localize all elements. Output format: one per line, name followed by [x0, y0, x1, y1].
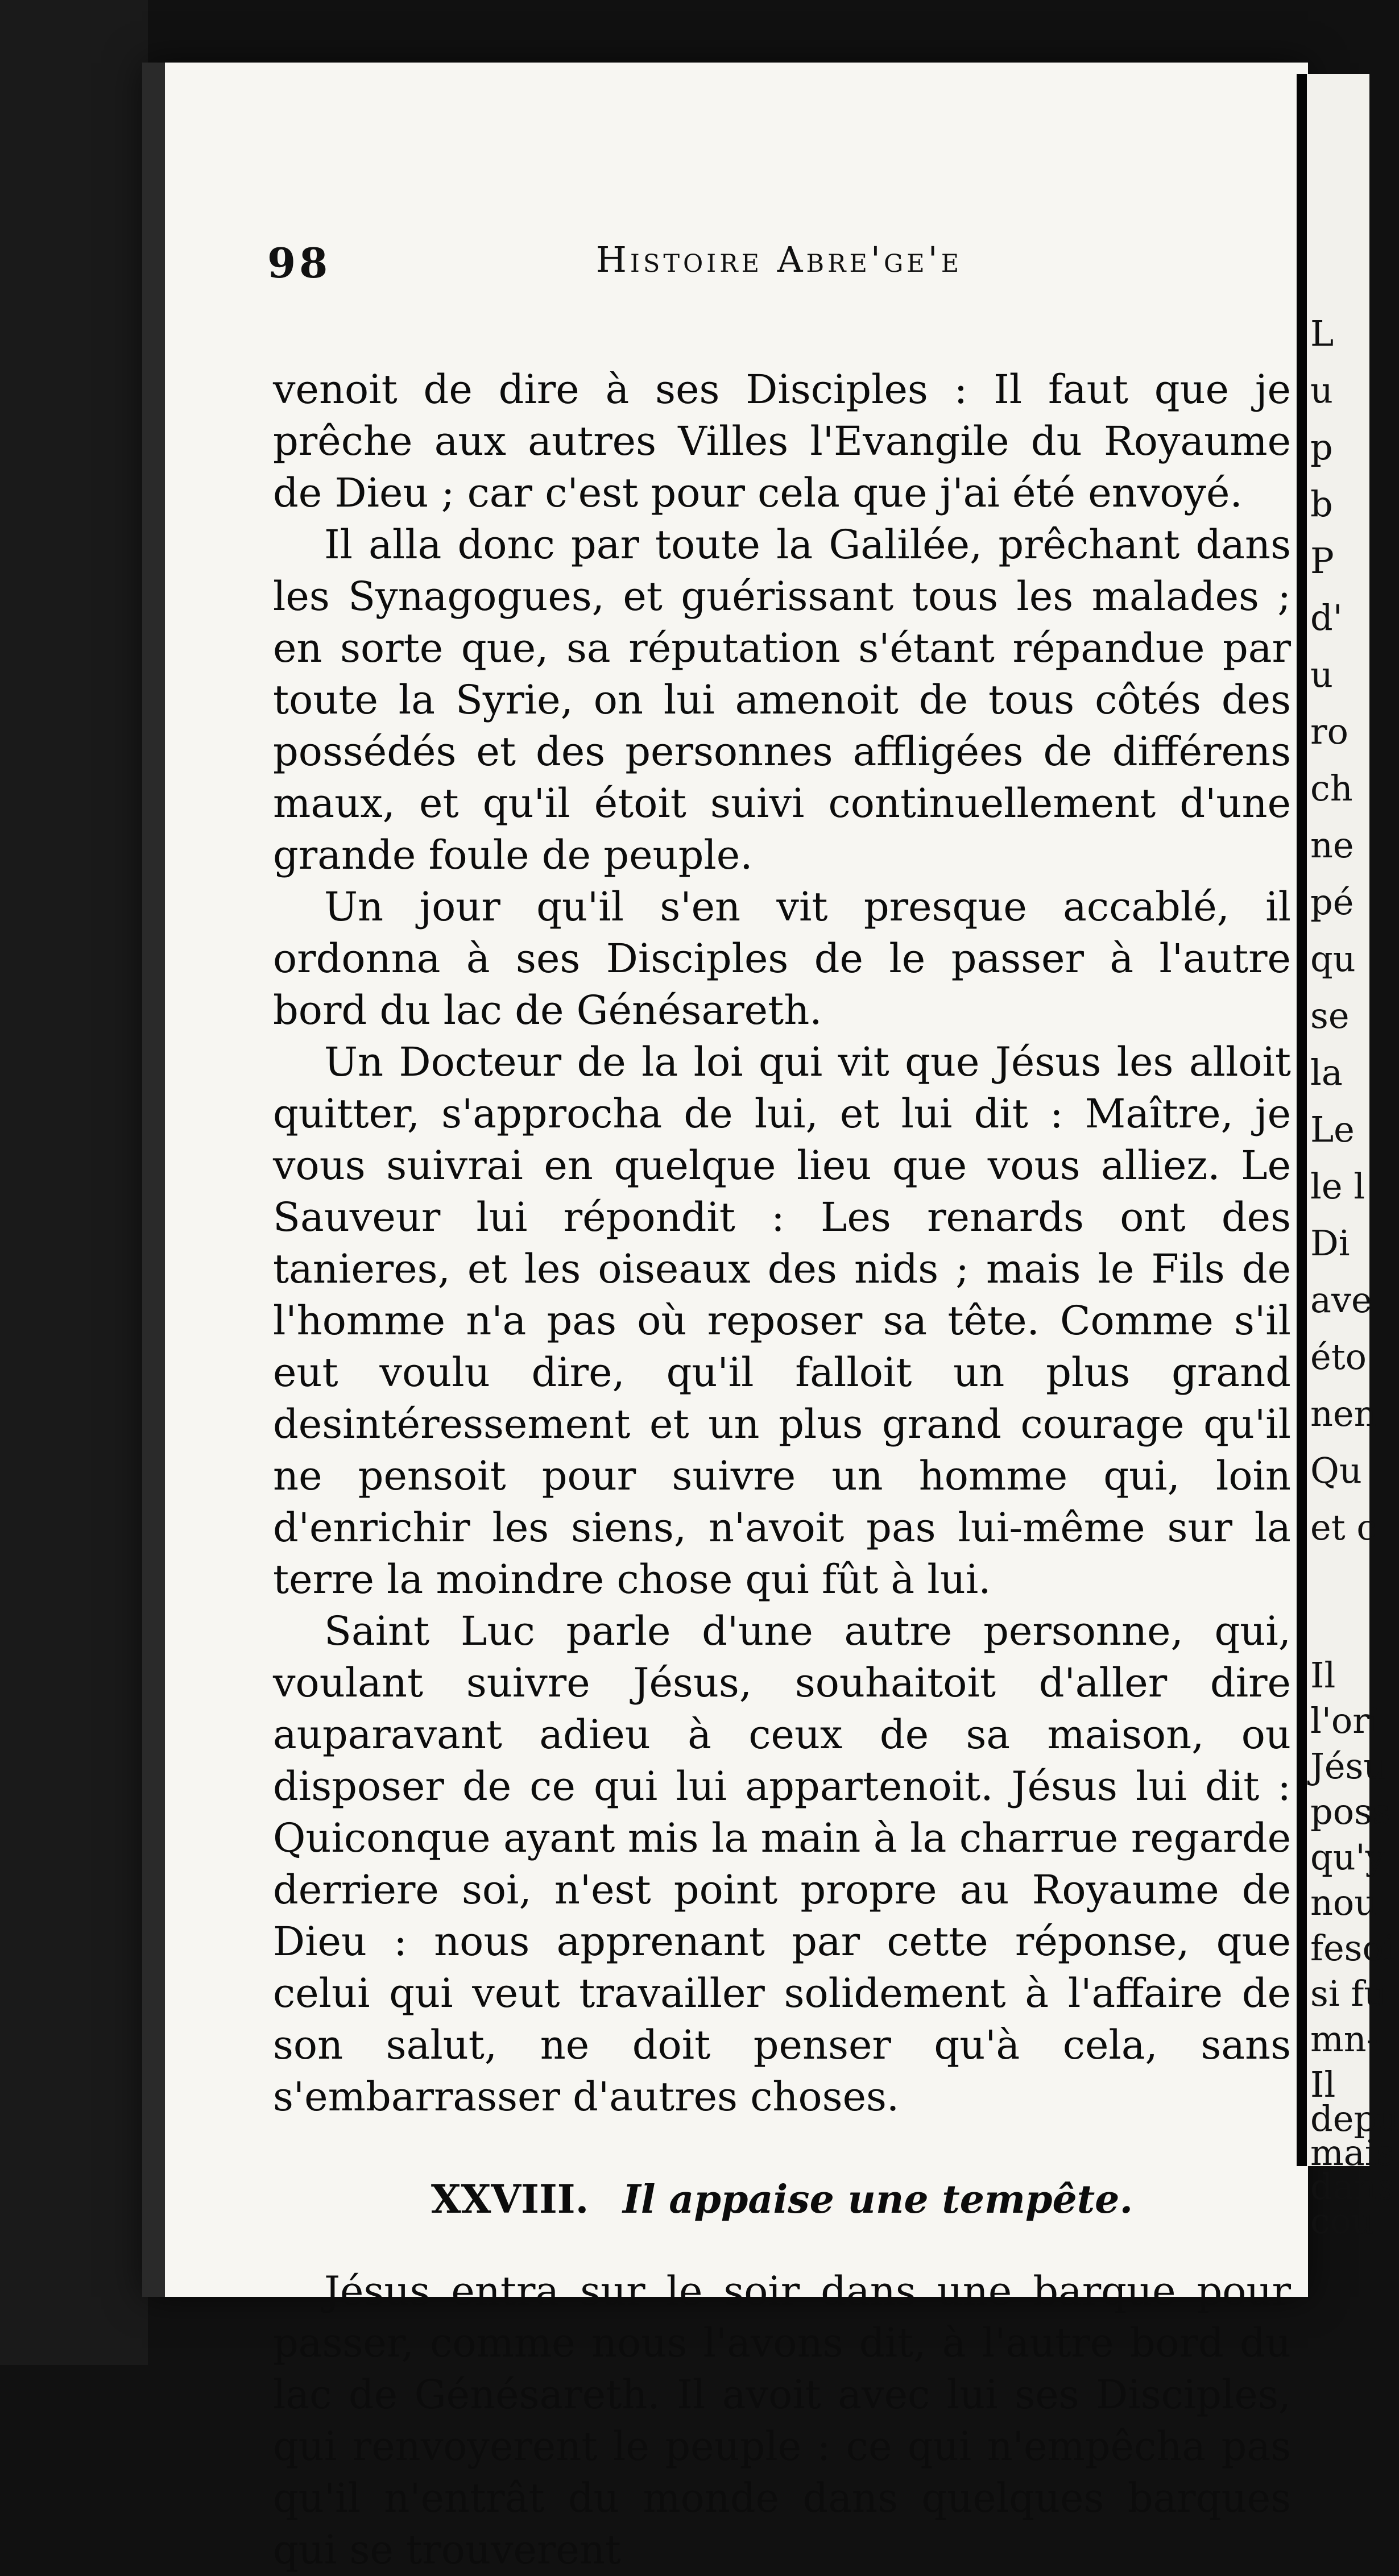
chapter-number: XXVIII.	[431, 2177, 589, 2222]
facing-page-fragment: ave	[1310, 1279, 1372, 1321]
running-title: Histoire Abre'ge'e	[595, 239, 963, 280]
facing-page-fragment: et c	[1310, 1507, 1377, 1548]
facing-page-fragment: l'ori	[1310, 1700, 1381, 1741]
facing-page-fragment: éto	[1310, 1336, 1367, 1378]
scan-background-left	[0, 0, 148, 2365]
facing-page-fragment: pé	[1310, 881, 1354, 923]
page-header	[267, 216, 1291, 296]
facing-page-fragment: Qu	[1310, 1450, 1362, 1491]
paragraph: Un jour qu'il s'en vit presque accablé, il ordonna à ses Disciples de le passer à l'autre bord du lac de Génésareth.	[273, 883, 1291, 1034]
facing-page-fragment: se	[1310, 995, 1350, 1036]
facing-page-fragment: la	[1310, 1052, 1343, 1093]
facing-page-fragment: mn-	[1310, 2018, 1379, 2060]
facing-page-fragment: u	[1310, 654, 1333, 695]
facing-page-fragment: Il	[1310, 2064, 1336, 2105]
facing-page-fragment: fesoi	[1310, 1927, 1395, 1969]
facing-page-fragment: nen	[1310, 1393, 1377, 1434]
facing-page-fragment: ch	[1310, 768, 1353, 809]
chapter-title: Il appaise une tempête.	[622, 2177, 1133, 2222]
facing-page-fragment: qu	[1310, 938, 1356, 980]
facing-page-fragment: Le	[1310, 1109, 1355, 1150]
facing-page-fragment: qu'y	[1310, 1836, 1385, 1878]
paragraph: Il alla donc par toute la Galilée, prêchant dans les Synagogues, et guérissant tous les malades ; en sorte que, sa réputation s'étant répandue par toute la Syrie, on lui amenoit de tous côtés des possédés et des personnes affligées de différens maux, et qu'il étoit suivi continuellement d'une grande foule de peuple.	[273, 521, 1291, 878]
paragraph: Jésus entra sur le soir dans une barque pour passer, comme nous l'avons dit, à l'autre bord du lac de Génésareth. Il avoit avec lui ses Disciples, qui renvoyerent le peuple : ce qui n'empêcha pas qu'il n'entrât du monde dans quelques barques qui se trouverent	[273, 2268, 1291, 2573]
facing-page-fragment: depu	[1310, 2098, 1399, 2139]
facing-page-fragment: Il	[1310, 1654, 1336, 1696]
book-page	[142, 63, 1308, 2573]
page-number: 98	[267, 239, 332, 287]
facing-page-fragment: cou	[1310, 2200, 1374, 2242]
facing-page-fragment: mais	[1310, 2132, 1394, 2173]
facing-page-fragment: L	[1310, 313, 1334, 354]
facing-page-fragment: ne	[1310, 824, 1354, 866]
facing-page-fragment: ro	[1310, 711, 1348, 752]
body-text	[273, 364, 1291, 2576]
facing-page-fragment: d'	[1310, 597, 1343, 638]
paragraph-continued: venoit de dire à ses Disciples : Il faut que je prêche aux autres Villes l'Evangile du Royaume de Dieu ; car c'est pour cela que j'ai été envoyé.	[273, 366, 1291, 516]
facing-page-fragment: Di	[1310, 1222, 1350, 1264]
facing-page-fragment: Jésu	[1310, 1745, 1386, 1787]
chapter-heading	[273, 2174, 1291, 2226]
facing-page-fragment: poss	[1310, 1791, 1390, 1832]
facing-page-fragment: nou	[1310, 1882, 1377, 1923]
facing-page-fragment: si fu	[1310, 1973, 1387, 2014]
facing-page-fragment: dans	[1310, 2166, 1395, 2208]
paragraph: Un Docteur de la loi qui vit que Jésus les alloit quitter, s'approcha de lui, et lui dit : Maître, je vous suivrai en quelque lieu que vous alliez. Le Sauveur lui répondit : Les renards ont des tanieres, et les oiseaux des nids ; mais le Fils de l'homme n'a pas où reposer sa tête. Comme s'il eut voulu dire, qu'il falloit un plus grand desintéressement et un plus grand courage qu'il ne pensoit pour suivre un homme qui, loin d'enrichir les siens, n'avoit pas lui-même sur la terre la moindre chose qui fût à lui.	[273, 1039, 1291, 1603]
facing-page-fragment: p	[1310, 426, 1333, 468]
facing-page-fragment: le l	[1310, 1165, 1365, 1207]
facing-page-edge	[1297, 74, 1399, 2242]
facing-page-fragment: b	[1310, 483, 1333, 525]
facing-page-fragment: P	[1310, 540, 1334, 582]
facing-page-fragment: u	[1310, 370, 1333, 411]
paragraph: Saint Luc parle d'une autre personne, qui, voulant suivre Jésus, souhaitoit d'aller dire auparavant adieu à ceux de sa maison, ou disposer de ce qui lui appartenoit. Jésus lui dit : Quiconque ayant mis la main à la charrue regarde derriere soi, n'est point propre au Royaume de Dieu : nous apprenant par cette réponse, que celui qui veut travailler solidement à l'affaire de son salut, ne doit penser qu'à cela, sans s'embarrasser d'autres choses.	[273, 1608, 1291, 2120]
